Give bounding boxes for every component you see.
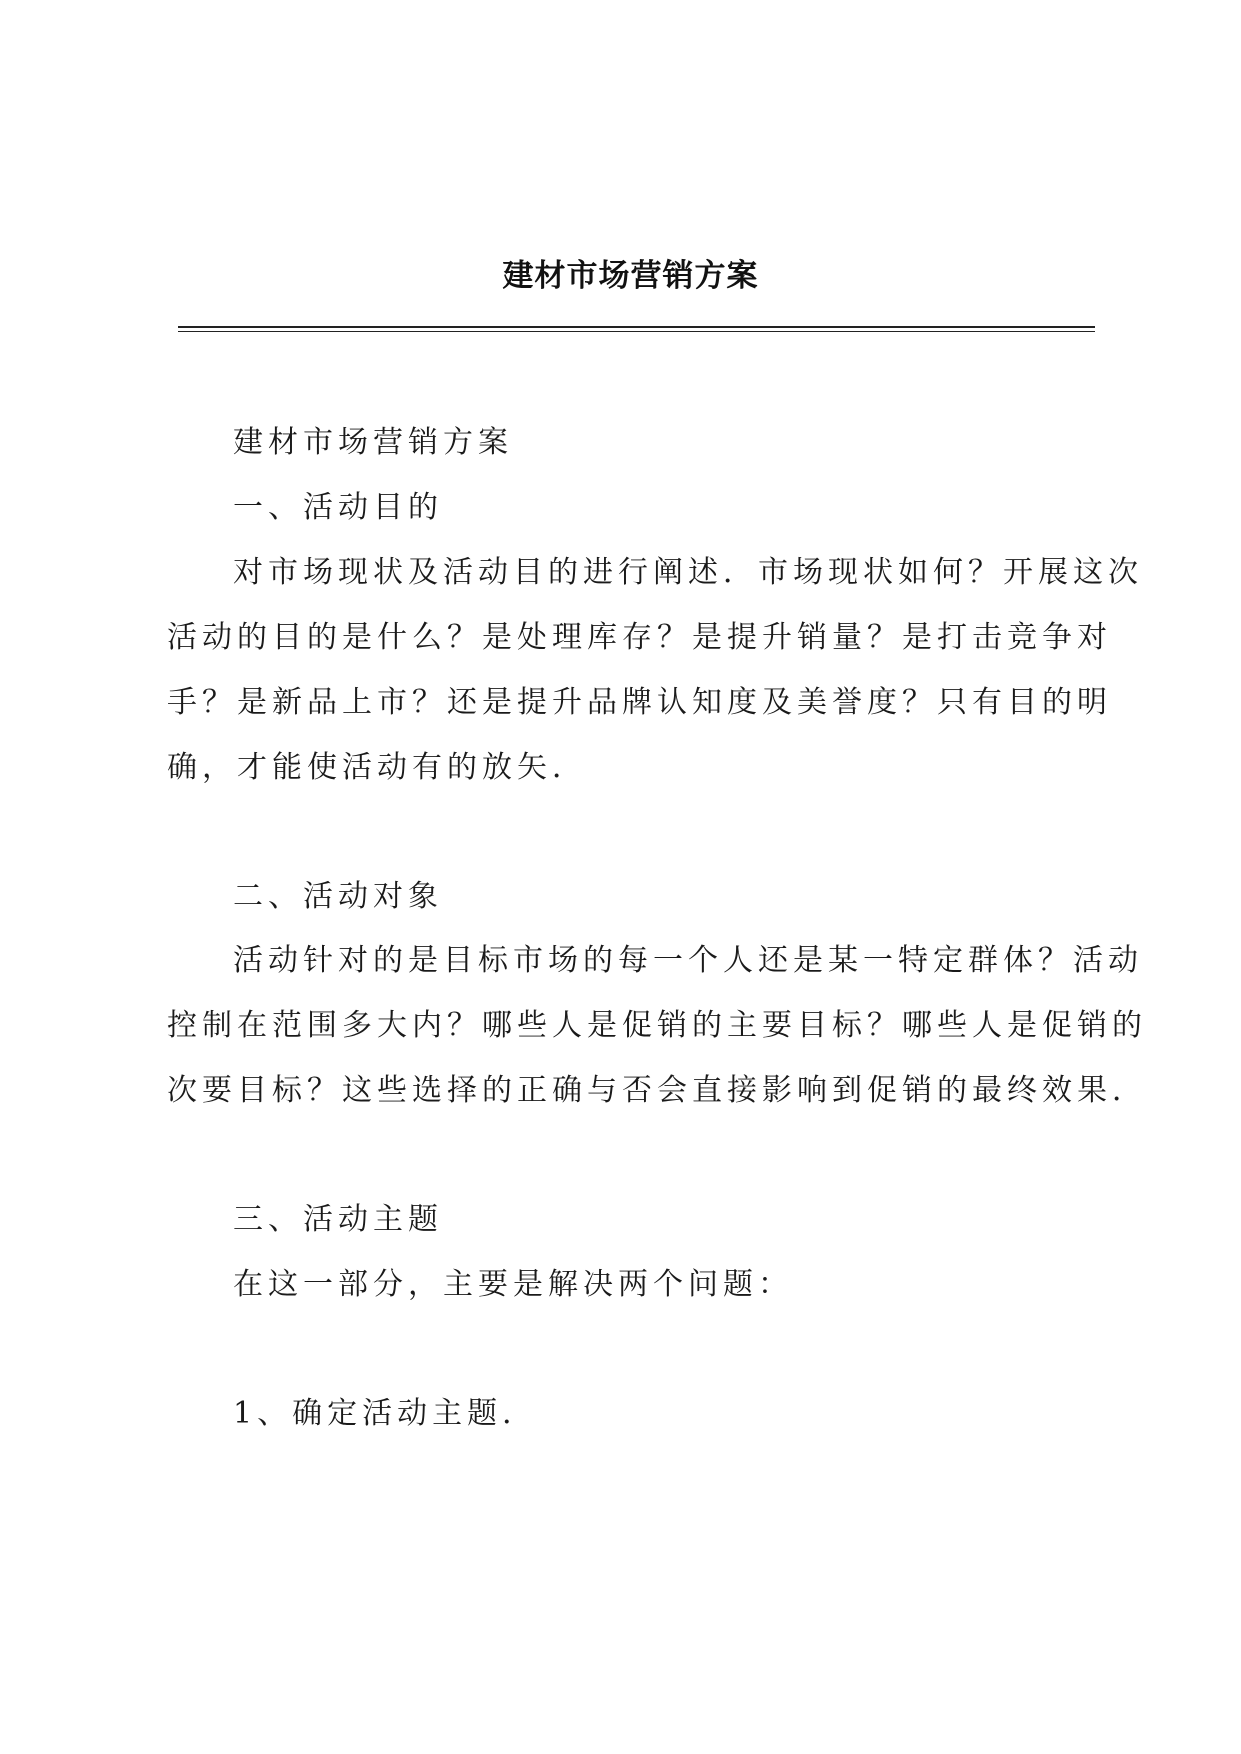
document-title: 建材市场营销方案 — [502, 258, 759, 294]
paragraph-line: 活动的目的是什么？是处理库存？是提升销量？是打击竞争对 — [167, 620, 1112, 655]
section-heading-1: 一、活动目的 — [233, 490, 443, 525]
title-rule-thin — [178, 331, 1095, 332]
paragraph-line: 手？是新品上市？还是提升品牌认知度及美誉度？只有目的明 — [167, 685, 1112, 720]
section-heading-3: 三、活动主题 — [233, 1202, 443, 1237]
paragraph-line: 对市场现状及活动目的进行阐述．市场现状如何？开展这次 — [233, 555, 1143, 590]
paragraph-line: 活动针对的是目标市场的每一个人还是某一特定群体？活动 — [233, 943, 1143, 978]
paragraph-line: 确，才能使活动有的放矢． — [167, 750, 587, 785]
title-rule-thick — [178, 326, 1095, 328]
list-item: 1、确定活动主题． — [233, 1396, 538, 1431]
body-heading: 建材市场营销方案 — [233, 425, 513, 460]
paragraph-line: 在这一部分，主要是解决两个问题： — [233, 1267, 793, 1302]
section-heading-2: 二、活动对象 — [233, 879, 443, 914]
paragraph-line: 次要目标？这些选择的正确与否会直接影响到促销的最终效果． — [167, 1073, 1147, 1108]
paragraph-line: 控制在范围多大内？哪些人是促销的主要目标？哪些人是促销的 — [167, 1008, 1147, 1043]
